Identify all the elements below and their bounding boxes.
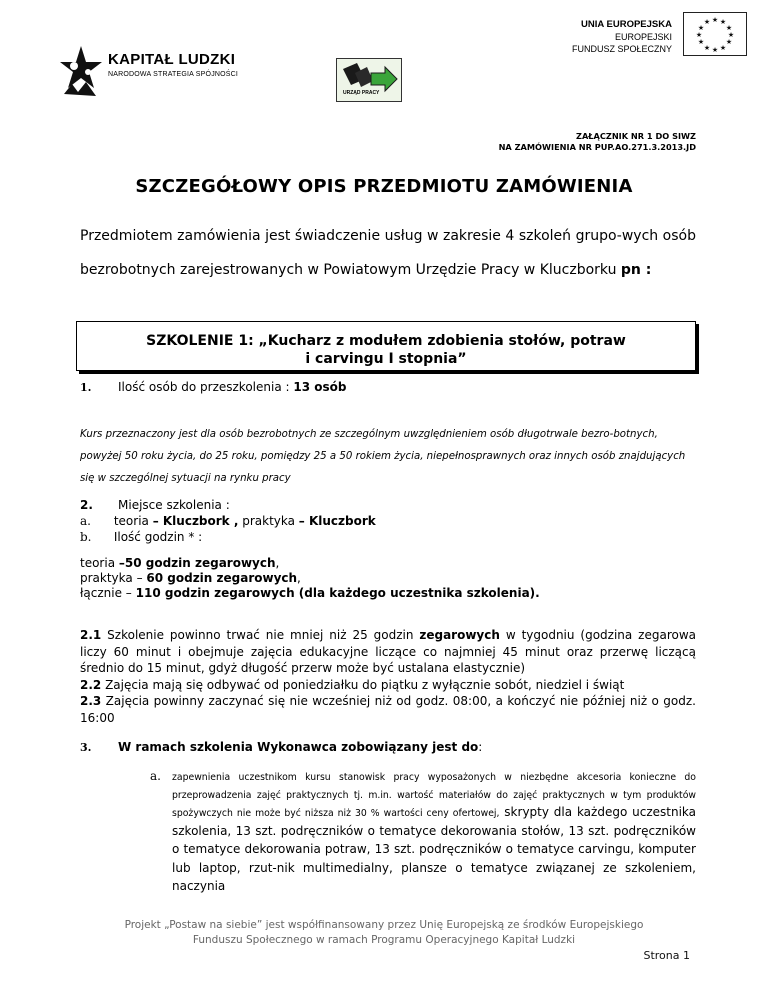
annex-line1: ZAŁĄCZNIK NR 1 DO SIWZ — [576, 131, 696, 141]
rule-2-3-text: Zajęcia powinny zaczynać się nie wcześniej niż od godz. 08:00, a kończyć nie później niż o godz. 16:00 — [80, 694, 696, 725]
hours-theory-post: , — [275, 556, 280, 570]
intro-paragraph — [80, 219, 696, 287]
item-1-text — [118, 380, 346, 394]
intro-bold-tail: pn : — [620, 262, 652, 278]
svg-text:★: ★ — [703, 18, 711, 26]
item-1-label: Ilość osób do przeszkolenia : — [118, 380, 294, 394]
item-2-header — [80, 497, 376, 513]
item-3a-label: a. — [150, 769, 161, 783]
hours-breakdown — [80, 556, 540, 601]
rule-2-2-text: Zajęcia mają się odbywać od poniedziałku do piątku z wyłącznie sobót, niedziel i świąt — [101, 677, 625, 692]
svg-text:★: ★ — [719, 44, 727, 52]
svg-text:★: ★ — [725, 38, 733, 46]
kapital-ludzki-emblem-icon — [58, 44, 104, 100]
rule-2-1-text: Szkolenie powinno trwać nie mniej niż 25 godzin — [101, 628, 420, 642]
hours-theory-value: –50 godzin zegarowych — [118, 556, 276, 570]
svg-text:★: ★ — [697, 38, 705, 46]
item-2-number: 2. — [80, 498, 93, 512]
footer — [0, 918, 768, 948]
svg-text:★: ★ — [727, 31, 735, 39]
urzad-pracy-logo — [336, 58, 402, 102]
training-title-line1: SZKOLENIE 1: „Kucharz z modułem zdobienia stołów, potraw — [146, 333, 626, 349]
item-1-value: 13 osób — [293, 380, 347, 394]
item-2a-label: a. — [80, 514, 91, 528]
rule-2-3 — [80, 693, 696, 726]
footer-line2: Funduszu Społecznego w ramach Programu Operacyjnego Kapitał Ludzki — [192, 934, 576, 946]
hours-practice — [80, 571, 540, 586]
item-2 — [80, 497, 376, 545]
svg-text:★: ★ — [697, 24, 705, 32]
item-3a-big: skrypty dla każdego uczestnika szkolenia, 13 szt. podręczników o tematyce dekorowania stołów, 13 szt. podręczników o tematyce dekorowania potraw, 13 szt. podręczników o tematyce carvingu, komputer lub laptop, rzut-nik multimedialny, plansze o tematyce związanej ze szkoleniem, naczynia — [172, 805, 697, 893]
intro-text: Przedmiotem zamówienia jest świadczenie usług w zakresie 4 szkoleń grupo-wych osób bezrobotnych zarejestrowanych w Powiatowym Urzędzie Pracy w Kluczborku — [80, 228, 696, 278]
page-number: Strona 1 — [643, 949, 690, 962]
item-3-text: W ramach szkolenia Wykonawca zobowiązany jest do — [118, 740, 479, 754]
hours-practice-pre: praktyka – — [80, 571, 147, 585]
schedule-rules — [80, 627, 696, 726]
item-2a-b1: – Kluczbork , — [152, 514, 239, 528]
hours-theory-pre: teoria — [80, 556, 119, 570]
footer-line1: Projekt „Postaw na siebie” jest współfinansowany przez Unię Europejską ze środków Europejskiego — [124, 919, 644, 931]
eu-line2: EUROPEJSKI — [614, 32, 672, 42]
hours-practice-value: 60 godzin zegarowych — [146, 571, 298, 585]
item-3a-text — [172, 769, 696, 897]
training-title — [76, 332, 696, 368]
svg-text:★: ★ — [703, 44, 711, 52]
item-3-colon: : — [478, 740, 483, 754]
hours-practice-post: , — [297, 571, 301, 585]
hours-total — [80, 586, 540, 601]
item-1 — [80, 380, 347, 394]
hours-total-pre: łącznie – — [80, 586, 136, 600]
hours-theory — [80, 556, 540, 571]
eu-line3: FUNDUSZ SPOŁECZNY — [571, 44, 672, 54]
item-2b — [80, 529, 376, 545]
item-1-number: 1. — [80, 381, 92, 394]
annex-line2: NA ZAMÓWIENIA NR PUP.AO.271.3.2013.JD — [498, 142, 696, 152]
rule-2-2 — [80, 677, 696, 694]
rule-2-1-number: 2.1 — [80, 628, 102, 642]
kapital-ludzki-logo — [58, 44, 258, 104]
item-2b-label: b. — [80, 530, 92, 544]
eu-text — [572, 19, 672, 55]
rule-2-3-number: 2.3 — [80, 694, 102, 708]
item-2-title: Miejsce szkolenia : — [118, 498, 230, 512]
eu-stars-icon — [684, 13, 746, 55]
urzad-pracy-text: URZĄD PRACY — [343, 90, 380, 96]
kapital-ludzki-title: KAPITAŁ LUDZKI — [108, 51, 236, 68]
annex-reference — [499, 131, 696, 153]
rule-2-1 — [80, 627, 696, 677]
rule-2-1-bold: zegarowych — [419, 628, 500, 642]
item-3 — [80, 740, 482, 754]
rule-2-2-number: 2.2 — [80, 677, 102, 692]
course-target-note: Kurs przeznaczony jest dla osób bezrobotnych ze szczególnym uwzględnieniem osób długotrwale bezro-botnych, powyżej 50 roku życia, do 25 roku, pomiędzy 25 a 50 rokiem życia, niepełnosprawnych oraz innych osób znajdujących się w szczególnej sytuacji na rynku pracy — [80, 429, 686, 484]
svg-text:★: ★ — [695, 31, 703, 39]
svg-text:★: ★ — [711, 46, 719, 54]
svg-text:★: ★ — [711, 16, 719, 24]
svg-text:★: ★ — [725, 24, 733, 32]
hours-total-value: 110 godzin zegarowych (dla każdego uczestnika szkolenia). — [135, 586, 540, 600]
eu-flag — [683, 12, 747, 56]
item-2a-t1: teoria — [113, 514, 153, 528]
svg-text:★: ★ — [719, 18, 727, 26]
training-title-line2: i carvingu I stopnia” — [305, 351, 467, 367]
item-2a-b2: – Kluczbork — [298, 514, 376, 528]
item-3a-small: zapewnienia uczestnikom kursu stanowisk pracy wyposażonych w niezbędne akcesoria konieczne do przeprowadzenia zajęć praktycznych tj. m.in. wartość materiałów do zajęć praktycznych w tym produktów spożywczych nie może być niższa niż 30 % wartości ceny ofertowej, — [172, 772, 696, 819]
item-2b-text: Ilość godzin * : — [113, 530, 203, 544]
rule-2-1-text-cont: w tygodniu (godzina zegarowa liczy 60 minut i obejmuje zajęcia edukacyjne liczące co najmniej 45 minut oraz przerwę liczącą średnio do 15 minut, gdyż długość przerw może być ustalana elastycznie) — [80, 628, 697, 675]
item-3-number: 3. — [80, 741, 92, 754]
document-title: SZCZEGÓŁOWY OPIS PRZEDMIOTU ZAMÓWIENIA — [135, 176, 633, 197]
eu-line1: UNIA EUROPEJSKA — [581, 19, 672, 30]
item-2a-t2: praktyka — [238, 514, 299, 528]
item-2a — [80, 513, 376, 529]
kapital-ludzki-subtitle: NARODOWA STRATEGIA SPÓJNOŚCI — [108, 71, 239, 78]
